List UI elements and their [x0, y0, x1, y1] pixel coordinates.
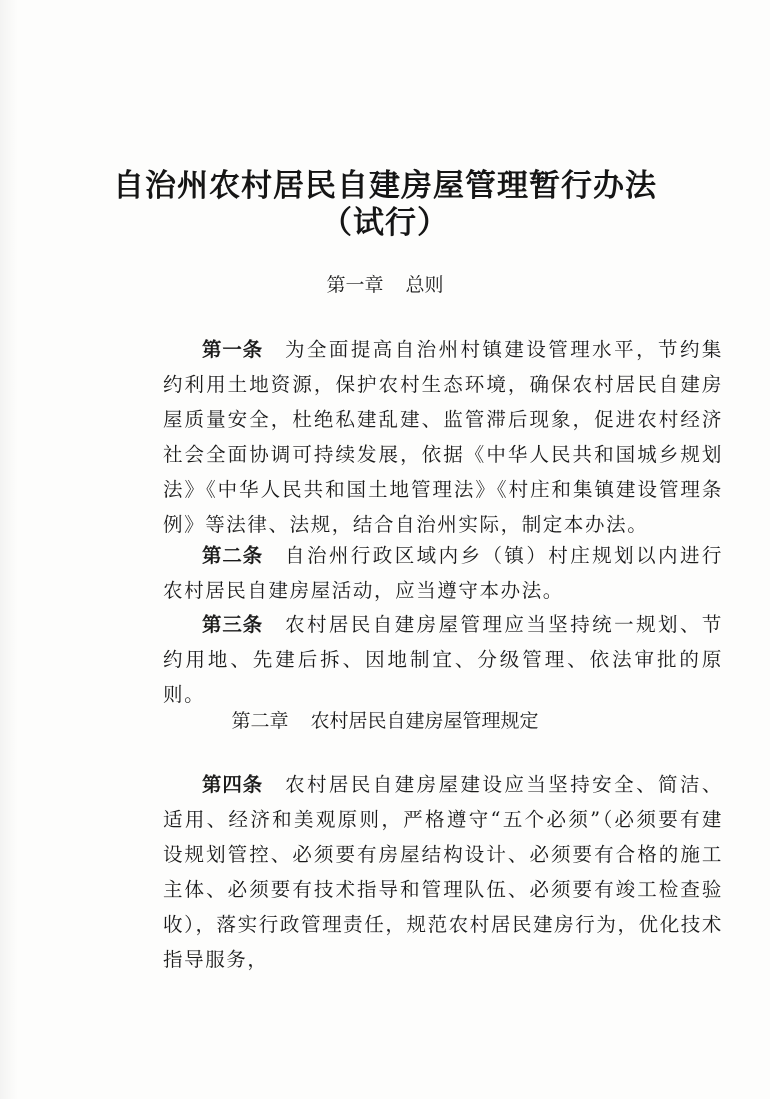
article-text: 农村居民自建房屋建设应当坚持安全、简洁、适用、经济和美观原则，严格遵守“五个必须”（必须要有建设规划管控、必须要有房屋结构设计、必须要有合格的施工主体、必须要有技术指导和管理队伍、必须要有竣工检查验收），落实行政管理责任，规范农村居民建房行为，优化技术指导服务，	[163, 773, 723, 971]
article-text: 农村居民自建房屋管理应当坚持统一规划、节约用地、先建后拆、因地制宜、分级管理、依法审批的原则。	[163, 613, 723, 706]
document-title: 自治州农村居民自建房屋管理暂行办法	[113, 168, 657, 204]
chapter-number: 第二章	[231, 710, 289, 732]
article-number: 第三条	[202, 613, 264, 636]
article-2	[163, 538, 723, 608]
article-number: 第一条	[202, 338, 264, 361]
article-text: 为全面提高自治州村镇建设管理水平，节约集约利用土地资源，保护农村生态环境，确保农村居民自建房屋质量安全，杜绝私建乱建、监管滞后现象，促进农村经济社会全面协调可持续发展，依据《中华人民共和国城乡规划法》《中华人民共和国土地管理法》《村庄和集镇建设管理条例》等法律、法规，结合自治州实际，制定本办法。	[163, 338, 723, 536]
chapter-number: 第一章	[326, 274, 384, 296]
chapter-name: 总则	[405, 274, 444, 296]
chapter-heading-2	[0, 706, 770, 733]
article-4	[163, 767, 723, 977]
article-1	[163, 332, 723, 542]
article-3	[163, 607, 723, 712]
chapter-name: 农村居民自建房屋管理规定	[310, 710, 539, 732]
article-text: 自治州行政区域内乡（镇）村庄规划以内进行农村居民自建房屋活动，应当遵守本办法。	[163, 544, 723, 602]
chapter-heading-1	[0, 270, 770, 297]
article-number: 第二条	[202, 544, 264, 567]
document-subtitle: （试行）	[321, 205, 449, 241]
article-number: 第四条	[202, 773, 264, 796]
